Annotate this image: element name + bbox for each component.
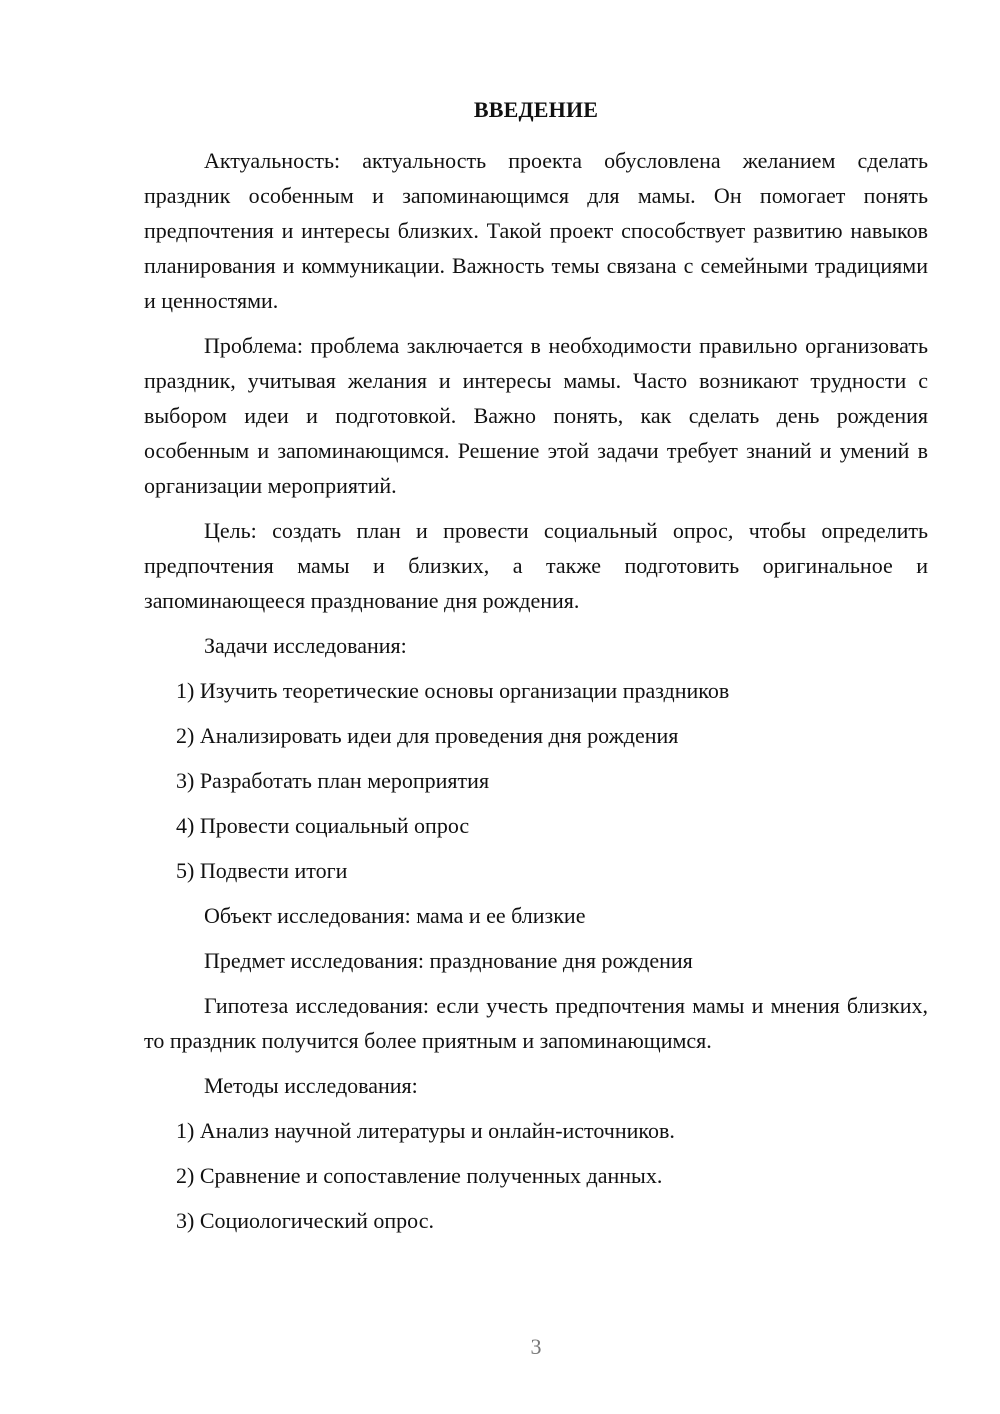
method-item-2: 2) Сравнение и сопоставление полученных данных. (176, 1163, 663, 1188)
problem-paragraph: Проблема: проблема заключается в необходимости правильно организовать праздник, учитывая желания и интересы мамы. Часто возникают трудности с выбором идеи и подготовкой. Важно понять, как сделать день рождения особенным и запоминающимся. Решение этой задачи требует знаний и умений в организации мероприятий. (144, 333, 928, 498)
relevance-paragraph: Актуальность: актуальность проекта обусловлена желанием сделать праздник особенным и запоминающимся для мамы. Он помогает понять предпочтения и интересы близких. Такой проект способствует развитию навыков планирования и коммуникации. Важность темы связана с семейными традициями и ценностями. (144, 148, 928, 313)
hypothesis-paragraph: Гипотеза исследования: если учесть предпочтения мамы и мнения близких, то праздник получится более приятным и запоминающимся. (144, 993, 928, 1053)
tasks-title: Задачи исследования: (204, 633, 407, 658)
section-heading: ВВЕДЕНИЕ (473, 97, 599, 122)
task-item-4: 4) Провести социальный опрос (176, 813, 470, 838)
task-item-3: 3) Разработать план мероприятия (176, 768, 490, 793)
task-item-2: 2) Анализировать идеи для проведения дня рождения (176, 723, 679, 748)
method-item-3: 3) Социологический опрос. (176, 1208, 434, 1233)
page-number: 3 (530, 1334, 542, 1359)
research-subject: Предмет исследования: празднование дня рождения (204, 948, 693, 973)
method-item-1: 1) Анализ научной литературы и онлайн-источников. (176, 1118, 675, 1143)
document-page (144, 94, 928, 1248)
task-item-1: 1) Изучить теоретические основы организации праздников (176, 678, 730, 703)
goal-paragraph: Цель: создать план и провести социальный опрос, чтобы определить предпочтения мамы и близких, а также подготовить оригинальное и запоминающееся празднование дня рождения. (144, 518, 928, 613)
methods-title: Методы исследования: (204, 1073, 418, 1098)
task-item-5: 5) Подвести итоги (176, 858, 348, 883)
research-object: Объект исследования: мама и ее близкие (204, 903, 586, 928)
